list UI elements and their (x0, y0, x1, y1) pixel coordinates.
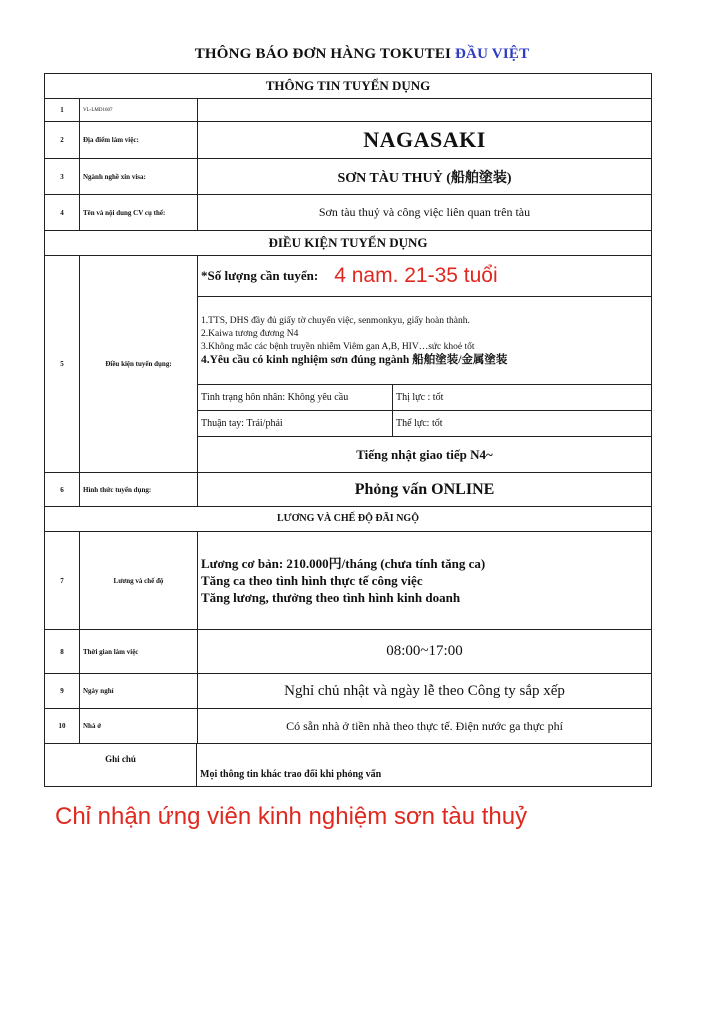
requirement-item: 2.Kaiwa tương đương N4 (201, 328, 299, 339)
table-row (45, 532, 651, 630)
job-description: Sơn tàu thuỷ và công việc liên quan trên tàu (318, 205, 531, 219)
salary-details (198, 532, 651, 629)
section-conditions: ĐIỀU KIỆN TUYỂN DỤNG (45, 231, 651, 256)
row-number: 5 (45, 256, 80, 472)
visa-occupation: SƠN TÀU THUỶ (船舶塗装) (337, 170, 512, 186)
row-number: 7 (45, 532, 80, 629)
table-row (45, 473, 651, 507)
row-label: Địa điểm làm việc: (80, 122, 198, 158)
requirement-item: 4.Yêu cầu có kinh nghiệm sơn đúng ngành 船舶塗装/金属塗装 (201, 353, 508, 366)
row-number: 10 (45, 709, 80, 743)
row-number: 9 (45, 674, 80, 708)
japanese-level: Tiếng nhật giao tiếp N4~ (356, 446, 493, 462)
row-number: 3 (45, 159, 80, 194)
section-recruit-info: THÔNG TIN TUYỂN DỤNG (45, 74, 651, 99)
note-label: Ghi chú (45, 744, 197, 786)
hand-fitness-row (198, 411, 651, 437)
salary-line: Tăng ca theo tình hình thực tế công việc (201, 573, 423, 588)
row-number: 1 (45, 99, 80, 121)
working-hours: 08:00~17:00 (386, 643, 463, 659)
recruitment-form: Phỏng vấn ONLINE (354, 480, 495, 498)
section-salary: LƯƠNG VÀ CHẾ ĐỘ ĐÃI NGỘ (45, 507, 651, 532)
table-row (45, 195, 651, 231)
quantity-line (198, 256, 651, 297)
conditions-cell (198, 256, 651, 472)
row-label: Nhà ở (80, 709, 198, 743)
row-label: Hình thức tuyển dụng: (80, 473, 198, 506)
requirement-item: 1.TTS, DHS đầy đủ giấy tờ chuyển việc, senmonkyu, giấy hoàn thành. (201, 315, 470, 326)
table-row (45, 99, 651, 122)
eyesight: Thị lực : tốt (396, 392, 444, 403)
row-label: Lương và chế độ (80, 532, 198, 629)
table-row (45, 709, 651, 744)
table-row-conditions (45, 256, 651, 473)
salary-line: Lương cơ bản: 210.000円/tháng (chưa tính tăng ca) (201, 556, 486, 571)
row-number: 8 (45, 630, 80, 673)
table-row-note (45, 744, 651, 786)
row-label: Điều kiện tuyển dụng: (80, 256, 198, 472)
title-main: THÔNG BÁO ĐƠN HÀNG TOKUTEI (194, 46, 456, 62)
quantity-value: 4 nam. 21-35 tuổi (334, 264, 498, 287)
title-brand: ĐẦU VIỆT (455, 46, 530, 62)
requirements-list (198, 297, 651, 385)
row-number: 6 (45, 473, 80, 506)
requirement-item: 3.Không mắc các bệnh truyền nhiễm Viêm gan A,B, HIV…sức khoẻ tốt (201, 341, 475, 352)
row-label: VL-LMD1607 (80, 99, 198, 121)
row-number: 4 (45, 195, 80, 230)
marital-status: Tình trạng hôn nhân: Không yêu cầu (198, 385, 393, 410)
page-title (0, 46, 724, 63)
salary-line: Tăng lương, thưởng theo tình hình kinh doanh (201, 590, 461, 605)
footer-note: Chỉ nhận ứng viên kinh nghiệm sơn tàu thuỷ (55, 803, 528, 830)
table-row (45, 159, 651, 195)
row-label: Tên và nội dung CV cụ thể: (80, 195, 198, 230)
fitness: Thể lực: tốt (396, 418, 443, 429)
housing: Có sẵn nhà ở tiền nhà theo thực tế. Điện nước ga thực phí (286, 718, 563, 733)
days-off: Nghỉ chủ nhật và ngày lễ theo Công ty sắp xếp (284, 682, 565, 699)
table-row (45, 122, 651, 159)
row-label: Thời gian làm việc (80, 630, 198, 673)
work-location: NAGASAKI (363, 127, 486, 152)
marital-eyesight-row (198, 385, 651, 411)
row-number: 2 (45, 122, 80, 158)
row-label: Ngành nghề xin visa: (80, 159, 198, 194)
row-label: Ngày nghỉ (80, 674, 198, 708)
note-value: Mọi thông tin khác trao đổi khi phỏng vấn (200, 769, 382, 780)
table-row (45, 630, 651, 674)
row-value (198, 99, 651, 121)
handedness: Thuận tay: Trái/phải (198, 411, 393, 436)
job-table (44, 73, 652, 787)
quantity-label: *Số lượng cần tuyển: (201, 268, 319, 283)
table-row (45, 674, 651, 709)
